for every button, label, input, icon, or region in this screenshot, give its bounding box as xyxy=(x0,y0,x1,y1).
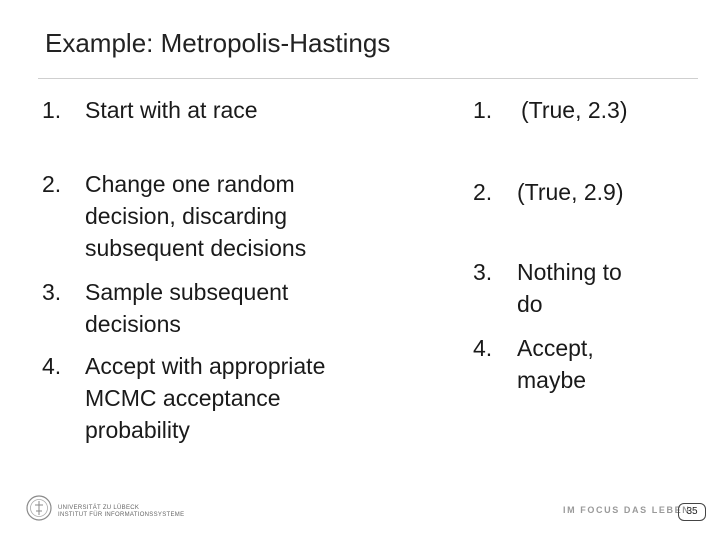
right-item-2 xyxy=(473,176,703,208)
left-item-2-line-1: Change one random xyxy=(85,171,295,197)
left-item-4-number: 4. xyxy=(42,353,62,379)
right-item-2-line-1: (True, 2.9) xyxy=(517,179,624,205)
right-item-4-number: 4. xyxy=(473,335,493,361)
right-item-4-line-2: maybe xyxy=(517,367,587,393)
university-name-line-2: INSTITUT FÜR INFORMATIONSSYSTEME xyxy=(58,512,185,518)
left-item-1 xyxy=(42,94,402,126)
right-item-4 xyxy=(473,332,703,396)
page-number: 35 xyxy=(678,503,706,521)
left-item-2 xyxy=(42,168,402,264)
right-item-3-line-2: do xyxy=(517,291,543,317)
left-item-4-line-1: Accept with appropriate xyxy=(85,353,326,379)
left-item-3-line-2: decisions xyxy=(85,311,181,337)
left-item-4-line-3: probability xyxy=(85,417,190,443)
left-item-1-number: 1. xyxy=(42,97,62,123)
university-name-line-1: UNIVERSITÄT ZU LÜBECK xyxy=(58,505,140,511)
right-item-1-line-1: (True, 2.3) xyxy=(521,97,628,123)
title-divider xyxy=(38,78,698,79)
left-item-4-line-2: MCMC acceptance xyxy=(85,385,281,411)
slide-title: Example: Metropolis-Hastings xyxy=(45,28,391,58)
university-seal-icon xyxy=(25,492,53,524)
right-item-2-number: 2. xyxy=(473,179,493,205)
university-name xyxy=(58,505,184,519)
left-item-2-line-3: subsequent decisions xyxy=(85,235,307,261)
right-item-3-number: 3. xyxy=(473,259,493,285)
left-item-2-number: 2. xyxy=(42,171,62,197)
right-item-4-line-1: Accept, xyxy=(517,335,594,361)
left-item-1-line-1: Start with at race xyxy=(85,97,258,123)
left-item-2-line-2: decision, discarding xyxy=(85,203,288,229)
left-item-3-number: 3. xyxy=(42,279,62,305)
right-item-3 xyxy=(473,256,703,320)
footer-slogan: IM FOCUS DAS LEBEN xyxy=(563,505,691,515)
left-item-3-line-1: Sample subsequent xyxy=(85,279,289,305)
right-item-1-number: 1. xyxy=(473,97,493,123)
right-item-3-line-1: Nothing to xyxy=(517,259,622,285)
left-item-3 xyxy=(42,276,402,340)
left-item-4 xyxy=(42,350,402,446)
right-item-1 xyxy=(473,94,703,126)
